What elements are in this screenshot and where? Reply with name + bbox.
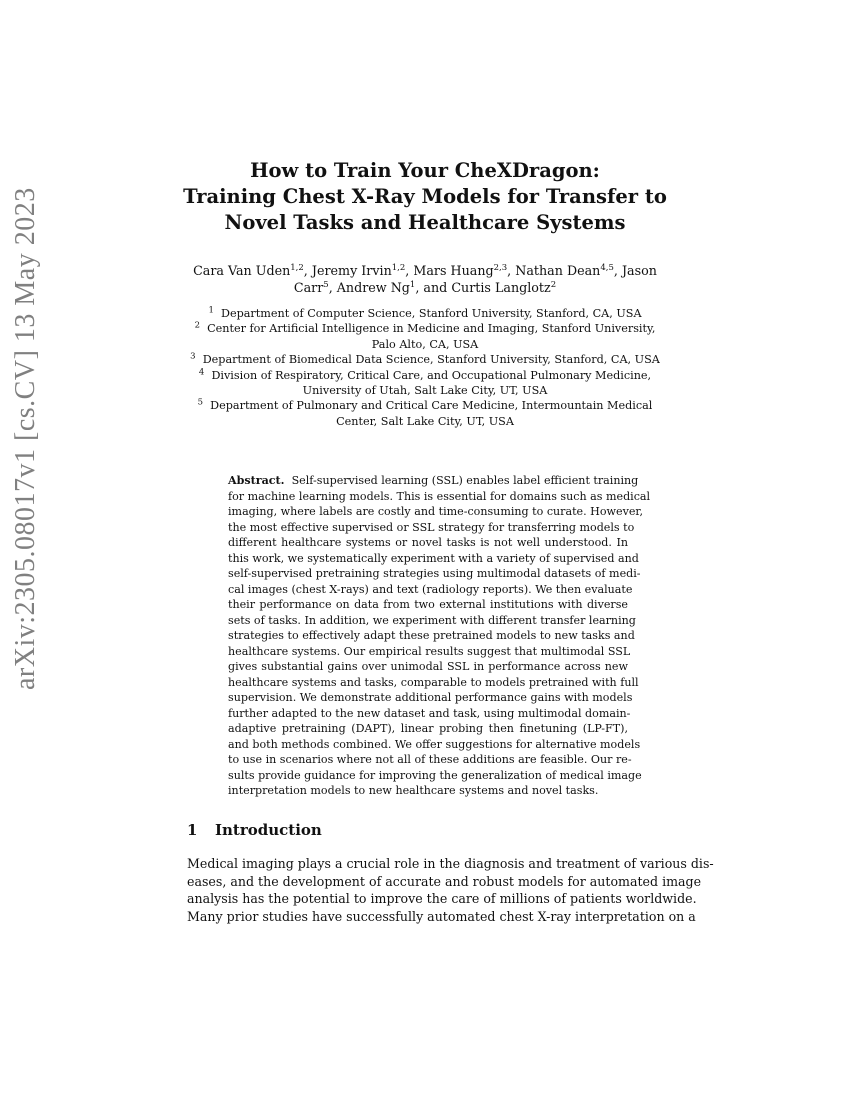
abstract-line: interpretation models to new healthcare systems and novel tasks. bbox=[228, 784, 599, 797]
abstract-line: strategies to effectively adapt these pretrained models to new tasks and bbox=[228, 629, 635, 642]
author-name: Andrew Ng bbox=[336, 280, 410, 295]
paper-title bbox=[150, 158, 700, 236]
author-affiliation-mark: 4,5 bbox=[600, 262, 614, 273]
author-affiliation-mark: 5 bbox=[323, 279, 329, 290]
abstract-line: healthcare systems. Our empirical results suggest that multimodal SSL bbox=[228, 644, 631, 658]
title-line: How to Train Your CheXDragon: bbox=[250, 159, 600, 182]
abstract-line: healthcare systems and tasks, comparable to models pretrained with full bbox=[228, 675, 639, 689]
author-separator: , bbox=[303, 263, 312, 278]
abstract-line: their performance on data from two external institutions with diverse bbox=[228, 598, 628, 611]
affiliation-number: 4 bbox=[198, 366, 205, 377]
section-number: 1 bbox=[187, 821, 198, 839]
affiliation-number: 3 bbox=[190, 351, 196, 362]
author-separator: , Jason bbox=[613, 263, 657, 278]
abstract-line: and both methods combined. We offer suggestions for alternative models bbox=[228, 737, 641, 751]
abstract-line: further adapted to the new dataset and task, using multimodal domain- bbox=[228, 706, 631, 720]
abstract-line: adaptive pretraining (DAPT), linear probing then finetuning (LP-FT), bbox=[228, 722, 628, 735]
author-list bbox=[185, 262, 665, 296]
author-affiliation-mark: 1 bbox=[409, 279, 416, 290]
affiliation-item bbox=[170, 368, 680, 383]
section-title: Introduction bbox=[215, 821, 322, 839]
affiliation-number: 2 bbox=[194, 320, 200, 331]
abstract bbox=[228, 473, 651, 799]
affiliation-item bbox=[170, 398, 680, 413]
author-separator: , and bbox=[415, 280, 452, 295]
abstract-text: Self-supervised learning (SSL) enables label efficient training bbox=[291, 474, 639, 487]
affiliation-item bbox=[170, 306, 680, 321]
body-line: Medical imaging plays a crucial role in the diagnosis and treatment of various dis- bbox=[187, 856, 714, 871]
abstract-line: gives substantial gains over unimodal SSL in performance across new bbox=[228, 660, 628, 673]
author-separator: , bbox=[328, 280, 337, 295]
abstract-line: imaging, where labels are costly and time-consuming to curate. However, bbox=[228, 505, 644, 518]
arxiv-identifier-text: arXiv:2305.08017v1 [cs.CV] 13 May 2023 bbox=[10, 187, 41, 690]
section-heading-introduction bbox=[187, 821, 322, 839]
body-line: eases, and the development of accurate and robust models for automated image bbox=[187, 873, 702, 889]
affiliation-text: Center for Artificial Intelligence in Medicine and Imaging, Stanford University, bbox=[207, 322, 656, 336]
affiliation-number: 1 bbox=[208, 305, 214, 316]
abstract-line: cal images (chest X-rays) and text (radiology reports). We then evaluate bbox=[228, 582, 633, 596]
author-affiliation-mark: 2 bbox=[550, 279, 557, 290]
introduction-paragraph bbox=[187, 855, 714, 925]
author-affiliation-mark: 1,2 bbox=[391, 262, 406, 273]
author-line-1 bbox=[185, 262, 665, 279]
author-name: Cara Van Uden bbox=[193, 263, 291, 278]
affiliation-number: 5 bbox=[197, 397, 204, 408]
title-line: Training Chest X-Ray Models for Transfer to bbox=[183, 185, 667, 208]
author-affiliation-mark: 2,3 bbox=[493, 262, 508, 273]
abstract-line: self-supervised pretraining strategies using multimodal datasets of medi- bbox=[228, 567, 641, 580]
affiliation-text: Department of Pulmonary and Critical Care Medicine, Intermountain Medical bbox=[210, 399, 653, 413]
author-line-2 bbox=[185, 279, 665, 296]
abstract-line: different healthcare systems or novel tasks is not well understood. In bbox=[228, 536, 628, 549]
affiliation-continuation: Palo Alto, CA, USA bbox=[371, 337, 479, 351]
affiliation-text: Department of Computer Science, Stanford University, Stanford, CA, USA bbox=[221, 307, 642, 320]
affiliation-continuation: University of Utah, Salt Lake City, UT, USA bbox=[302, 384, 548, 398]
author-name: Nathan Dean bbox=[515, 263, 601, 278]
affiliation-text: Department of Biomedical Data Science, Stanford University, Stanford, CA, USA bbox=[202, 353, 660, 367]
author-affiliation-mark: 1,2 bbox=[290, 262, 304, 273]
abstract-line: the most effective supervised or SSL strategy for transferring models to bbox=[228, 520, 635, 534]
author-name: Jeremy Irvin bbox=[311, 263, 392, 278]
affiliation-text: Division of Respiratory, Critical Care, and Occupational Pulmonary Medicine, bbox=[211, 368, 652, 382]
abstract-line: supervision. We demonstrate additional performance gains with models bbox=[228, 691, 633, 704]
abstract-line: this work, we systematically experiment with a variety of supervised and bbox=[228, 551, 639, 565]
author-separator: , bbox=[405, 263, 414, 278]
affiliation-item bbox=[170, 352, 680, 367]
affiliation-list bbox=[170, 306, 680, 429]
affiliation-continuation: Center, Salt Lake City, UT, USA bbox=[336, 414, 514, 428]
author-name: Mars Huang bbox=[413, 263, 494, 278]
abstract-line: to use in scenarios where not all of these additions are feasible. Our re- bbox=[228, 753, 632, 766]
author-separator: , bbox=[507, 263, 516, 278]
title-line: Novel Tasks and Healthcare Systems bbox=[224, 211, 626, 234]
abstract-line: sets of tasks. In addition, we experiment with different transfer learning bbox=[228, 613, 636, 627]
affiliation-item bbox=[170, 321, 680, 336]
abstract-line: sults provide guidance for improving the generalization of medical image bbox=[228, 768, 642, 782]
body-line: Many prior studies have successfully automated chest X-ray interpretation on a bbox=[187, 908, 696, 924]
author-name: Curtis Langlotz bbox=[451, 280, 551, 295]
body-line: analysis has the potential to improve the care of millions of patients worldwide. bbox=[187, 891, 697, 907]
author-name: Carr bbox=[293, 280, 324, 295]
abstract-label: Abstract. bbox=[228, 474, 285, 487]
abstract-line bbox=[228, 473, 639, 489]
abstract-line: for machine learning models. This is essential for domains such as medical bbox=[228, 489, 651, 503]
